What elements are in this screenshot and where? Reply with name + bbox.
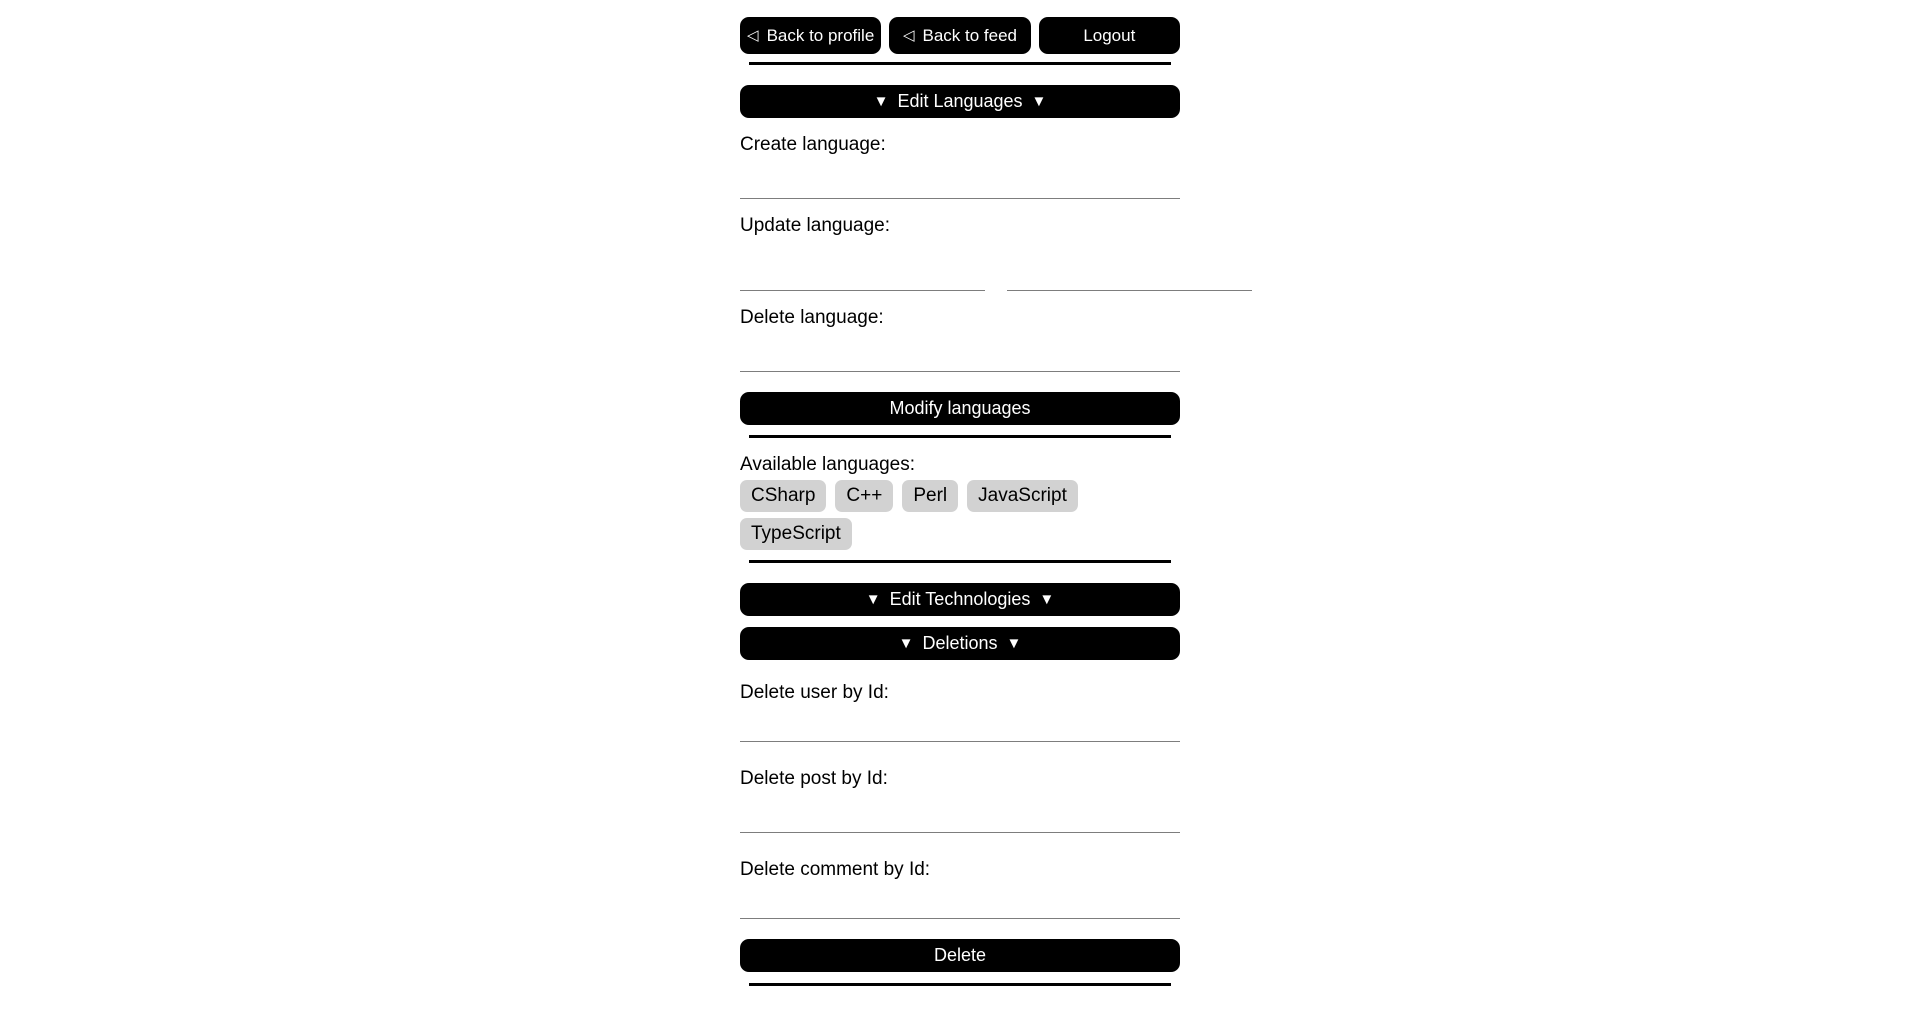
edit-technologies-toggle[interactable] [740, 583, 1180, 616]
separator [749, 435, 1171, 438]
back-to-profile-button[interactable] [740, 17, 881, 54]
available-languages-list [740, 480, 1180, 550]
caret-down-icon: ▼ [873, 93, 889, 110]
delete-button-label: Delete [933, 945, 987, 965]
caret-down-icon: ▼ [898, 635, 914, 652]
separator [749, 983, 1171, 986]
delete-post-label: Delete post by Id: [740, 768, 888, 789]
caret-down-icon: ▼ [1006, 635, 1022, 652]
main-column [740, 0, 1180, 986]
caret-down-icon: ▼ [1039, 591, 1055, 608]
delete-post-id-input[interactable] [740, 792, 1180, 833]
back-to-feed-label: Back to feed [922, 25, 1018, 45]
logout-label: Logout [1083, 25, 1136, 45]
language-chip[interactable]: TypeScript [740, 518, 852, 550]
edit-languages-toggle-label: Edit Languages [897, 91, 1023, 111]
language-chip[interactable]: Perl [902, 480, 958, 512]
top-button-row [740, 17, 1180, 54]
language-chip[interactable]: CSharp [740, 480, 826, 512]
edit-languages-toggle[interactable] [740, 85, 1180, 118]
delete-language-input[interactable] [740, 331, 1180, 372]
language-chip[interactable]: JavaScript [967, 480, 1078, 512]
caret-down-icon: ▼ [1031, 93, 1047, 110]
delete-user-label: Delete user by Id: [740, 682, 889, 703]
separator [749, 62, 1171, 65]
update-language-input-2[interactable] [1007, 249, 1252, 291]
caret-down-icon: ▼ [865, 591, 881, 608]
delete-button[interactable] [740, 939, 1180, 972]
update-language-label: Update language: [740, 215, 891, 236]
deletions-toggle[interactable] [740, 627, 1180, 660]
edit-technologies-toggle-label: Edit Technologies [889, 589, 1031, 609]
update-language-input-1[interactable] [740, 249, 985, 291]
separator [749, 560, 1171, 563]
delete-comment-id-input[interactable] [740, 883, 1180, 919]
delete-comment-label: Delete comment by Id: [740, 859, 931, 880]
back-to-feed-button[interactable] [889, 17, 1030, 54]
back-arrow-icon: ◁ [902, 27, 915, 44]
logout-button[interactable] [1039, 17, 1180, 54]
deletions-toggle-label: Deletions [922, 633, 998, 653]
modify-languages-label: Modify languages [889, 398, 1031, 418]
available-languages-label: Available languages: [740, 454, 916, 475]
language-chip[interactable]: C++ [835, 480, 893, 512]
back-arrow-icon: ◁ [747, 27, 759, 44]
back-to-profile-label: Back to profile [766, 25, 875, 45]
delete-language-label: Delete language: [740, 307, 884, 328]
modify-languages-button[interactable] [740, 392, 1180, 425]
create-language-input[interactable] [740, 158, 1180, 199]
create-language-label: Create language: [740, 134, 886, 155]
delete-user-id-input[interactable] [740, 706, 1180, 742]
update-language-inputs [740, 247, 1180, 291]
